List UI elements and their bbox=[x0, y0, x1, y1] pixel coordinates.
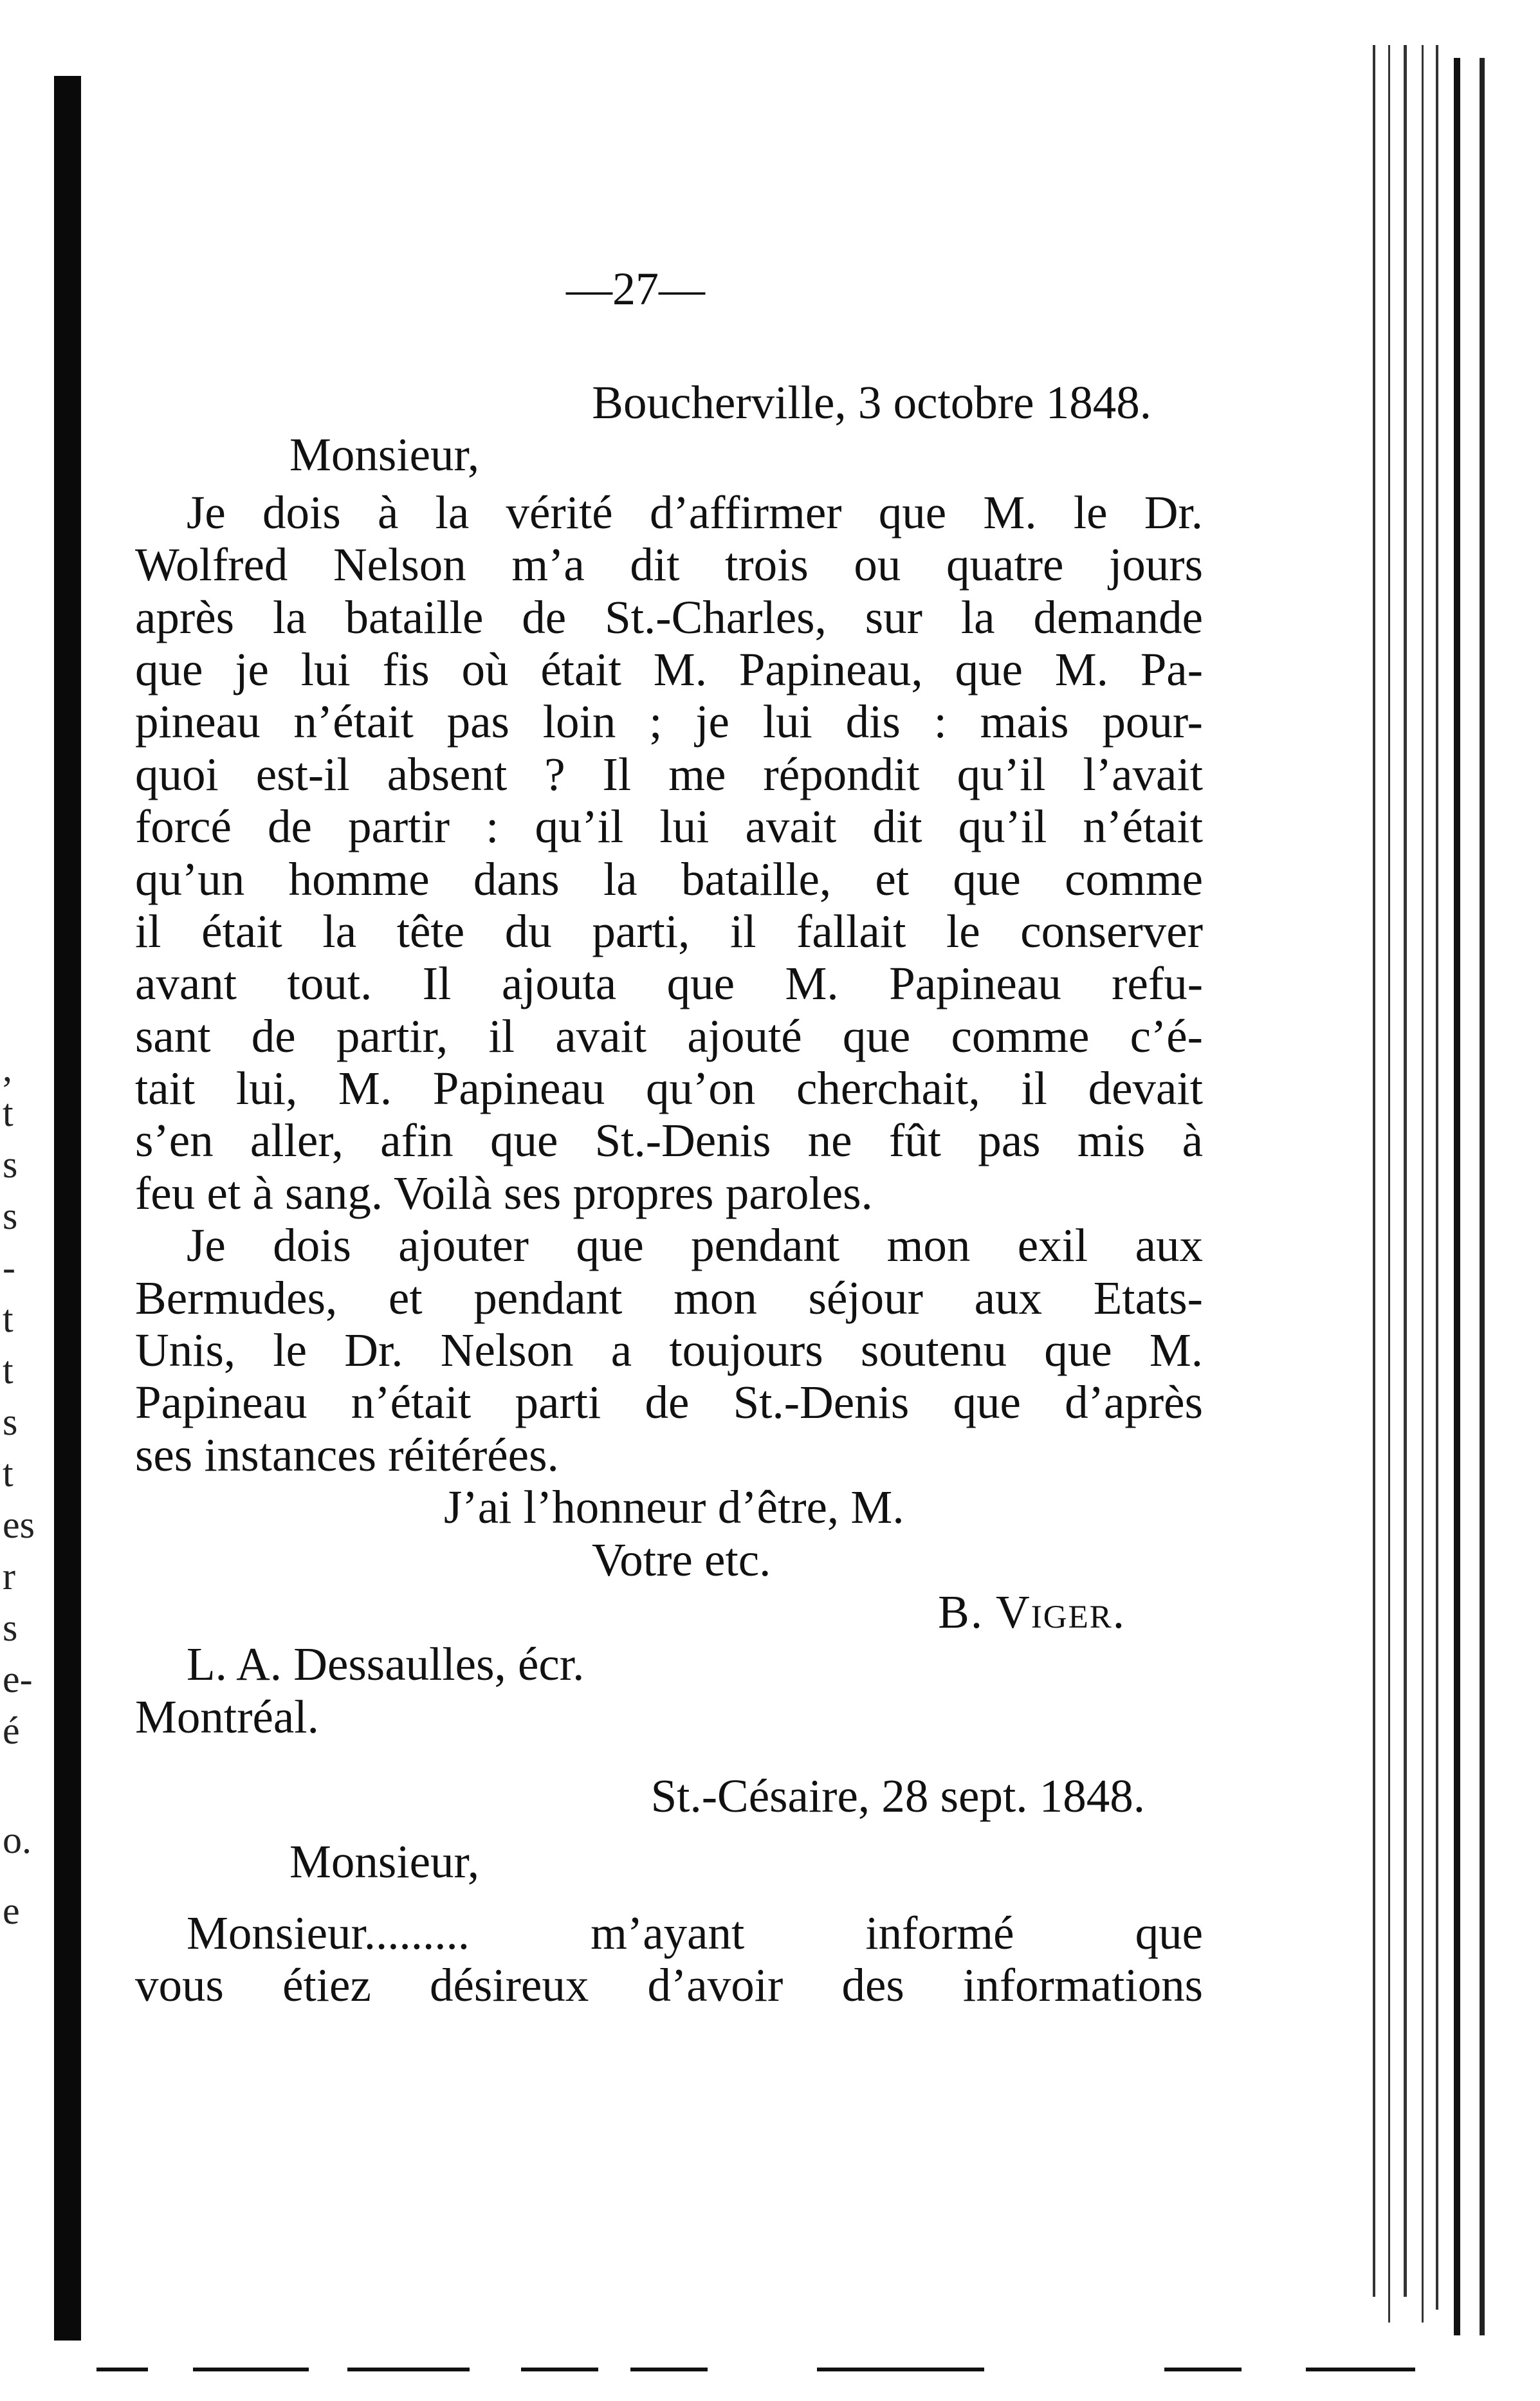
margin-fragment: s bbox=[3, 1143, 18, 1186]
letter1-address: Montréal. bbox=[135, 1690, 319, 1743]
page-edge-stack bbox=[1364, 45, 1540, 2361]
text-line: tait lui, M. Papineau qu’on cherchait, il devait bbox=[135, 1062, 1203, 1115]
letter1-paragraph-2 bbox=[135, 1219, 1203, 1481]
bottom-rule bbox=[96, 2368, 1415, 2373]
margin-fragment: é bbox=[3, 1709, 20, 1752]
text-line: Wolfred Nelson m’a dit trois ou quatre jours bbox=[135, 538, 1203, 591]
text-line: quoi est-il absent ? Il me répondit qu’il l’avait bbox=[135, 748, 1203, 800]
letter2-paragraph bbox=[135, 1907, 1203, 2012]
text-line: sant de partir, il avait ajouté que comme c’é- bbox=[135, 1009, 1203, 1062]
text-line: feu et à sang. Voilà ses propres paroles. bbox=[135, 1166, 873, 1219]
letter1-paragraph-1 bbox=[135, 486, 1203, 1219]
text-line: Monsieur......... m’ayant informé que bbox=[187, 1906, 1203, 1959]
letter1-salutation: Monsieur, bbox=[289, 428, 480, 481]
margin-fragment: t bbox=[3, 1349, 14, 1392]
text-line: s’en aller, afin que St.-Denis ne fût pas mis à bbox=[135, 1114, 1203, 1167]
page-body bbox=[135, 376, 1203, 2012]
margin-fragment: s bbox=[3, 1195, 18, 1237]
letter1-addressee: L. A. Dessaulles, écr. bbox=[187, 1638, 585, 1691]
letter1-closing-2: Votre etc. bbox=[592, 1533, 771, 1586]
margin-fragment: , bbox=[3, 1047, 12, 1089]
margin-fragment: s bbox=[3, 1401, 18, 1443]
text-line: pineau n’était pas loin ; je lui dis : mais pour- bbox=[135, 695, 1203, 748]
text-line: qu’un homme dans la bataille, et que comme bbox=[135, 852, 1203, 905]
text-line: il était la tête du parti, il fallait le conserver bbox=[135, 905, 1203, 957]
margin-fragment: r bbox=[3, 1555, 15, 1597]
binding-shadow-bar bbox=[54, 76, 81, 2341]
text-line: que je lui fis où était M. Papineau, que M. Pa- bbox=[135, 643, 1203, 695]
page-number: —27— bbox=[566, 263, 705, 315]
text-line: Bermudes, et pendant mon séjour aux Etats- bbox=[135, 1271, 1203, 1324]
letter2-salutation: Monsieur, bbox=[289, 1835, 480, 1888]
margin-fragment: e bbox=[3, 1890, 20, 1932]
margin-fragment: t bbox=[3, 1298, 14, 1340]
text-line: Je dois ajouter que pendant mon exil aux bbox=[187, 1219, 1203, 1272]
left-margin-fragments bbox=[0, 0, 39, 2401]
margin-fragment: o. bbox=[3, 1819, 32, 1861]
text-line: forcé de partir : qu’il lui avait dit qu’il n’était bbox=[135, 800, 1203, 853]
text-line: ses instances réitérées. bbox=[135, 1428, 559, 1481]
margin-fragment: e- bbox=[3, 1658, 33, 1700]
text-line: Je dois à la vérité d’affirmer que M. le Dr. bbox=[187, 486, 1203, 538]
page-edge-frame bbox=[1454, 58, 1485, 2335]
text-line: avant tout. Il ajouta que M. Papineau refu- bbox=[135, 957, 1203, 1010]
letter1-closing: J’ai l’honneur d’être, M. bbox=[444, 1481, 904, 1534]
letter2-dateline: St.-Césaire, 28 sept. 1848. bbox=[650, 1770, 1145, 1823]
margin-fragment: - bbox=[3, 1246, 15, 1289]
letter1-signature: B. Viger. bbox=[938, 1585, 1126, 1638]
text-line: Papineau n’était parti de St.-Denis que d’après bbox=[135, 1376, 1203, 1429]
margin-fragment: t bbox=[3, 1092, 14, 1134]
letter1-dateline: Boucherville, 3 octobre 1848. bbox=[592, 376, 1151, 428]
text-line: après la bataille de St.-Charles, sur la demande bbox=[135, 591, 1203, 643]
margin-fragment: s bbox=[3, 1606, 18, 1649]
text-line: vous étiez désireux d’avoir des informations bbox=[135, 1959, 1203, 2012]
text-line: Unis, le Dr. Nelson a toujours soutenu que M. bbox=[135, 1324, 1203, 1377]
margin-fragment: t bbox=[3, 1452, 14, 1495]
margin-fragment: es bbox=[3, 1504, 35, 1546]
